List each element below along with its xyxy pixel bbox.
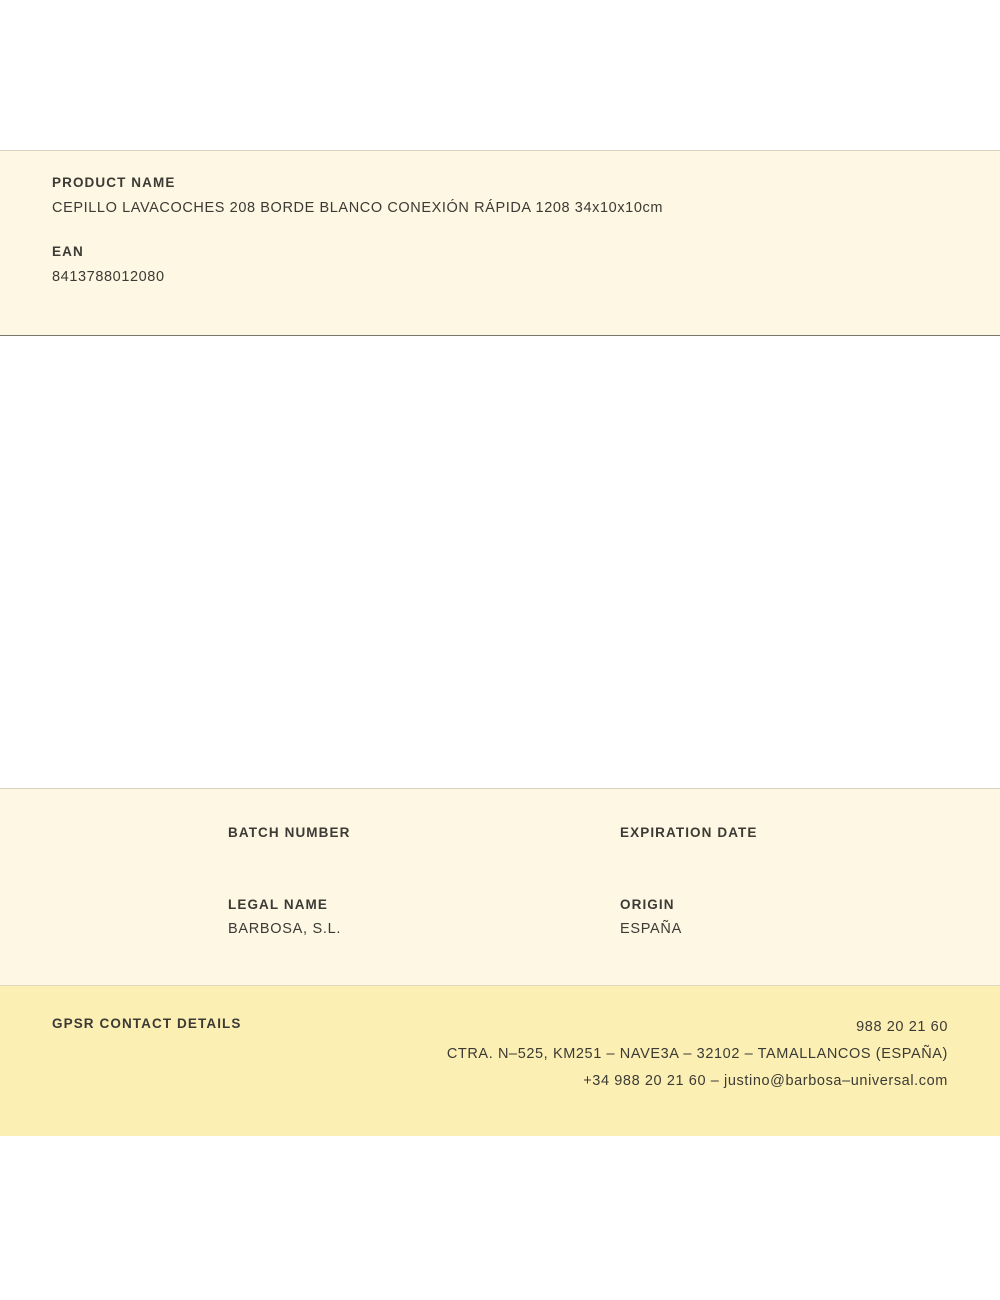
- product-details-section: [0, 150, 1000, 336]
- origin-label: ORIGIN: [620, 897, 675, 912]
- legal-name-value: BARBOSA, S.L.: [228, 921, 342, 937]
- gpsr-phone-short: 988 20 21 60: [856, 1019, 948, 1035]
- gpsr-contact-section: [0, 986, 1000, 1136]
- expiration-date-inner: [500, 825, 1000, 840]
- expiration-date-label: EXPIRATION DATE: [620, 825, 758, 840]
- origin-cell: [500, 897, 1000, 937]
- blank-content-area: [0, 336, 1000, 788]
- bottom-blank-area: [0, 1136, 1000, 1300]
- gpsr-contact-lines: [447, 1014, 948, 1095]
- product-field-spacer: [52, 216, 948, 244]
- gpsr-contact-label: GPSR CONTACT DETAILS: [52, 1016, 242, 1031]
- expiration-date-cell: [500, 825, 1000, 849]
- legal-row: [0, 849, 1000, 937]
- product-name-value: CEPILLO LAVACOCHES 208 BORDE BLANCO CONEXIÓN RÁPIDA 1208 34x10x10cm: [52, 200, 664, 216]
- legal-name-inner: [0, 897, 500, 937]
- batch-number-cell: [0, 825, 500, 849]
- origin-inner: [500, 897, 1000, 937]
- batch-legal-section: [0, 788, 1000, 986]
- batch-number-label: BATCH NUMBER: [228, 825, 351, 840]
- product-name-label: PRODUCT NAME: [52, 175, 176, 190]
- product-details-inner: [0, 151, 1000, 285]
- gpsr-phone-email: +34 988 20 21 60 – justino@barbosa–universal.com: [583, 1073, 948, 1089]
- gpsr-contact-row: [52, 1014, 948, 1095]
- legal-name-cell: [0, 897, 500, 937]
- ean-label: EAN: [52, 244, 84, 259]
- batch-number-inner: [0, 825, 500, 840]
- origin-value: ESPAÑA: [620, 921, 682, 937]
- batch-row: [0, 789, 1000, 849]
- ean-value: 8413788012080: [52, 269, 165, 285]
- legal-name-label: LEGAL NAME: [228, 897, 329, 912]
- gpsr-address: CTRA. N–525, KM251 – NAVE3A – 32102 – TAMALLANCOS (ESPAÑA): [446, 1046, 948, 1062]
